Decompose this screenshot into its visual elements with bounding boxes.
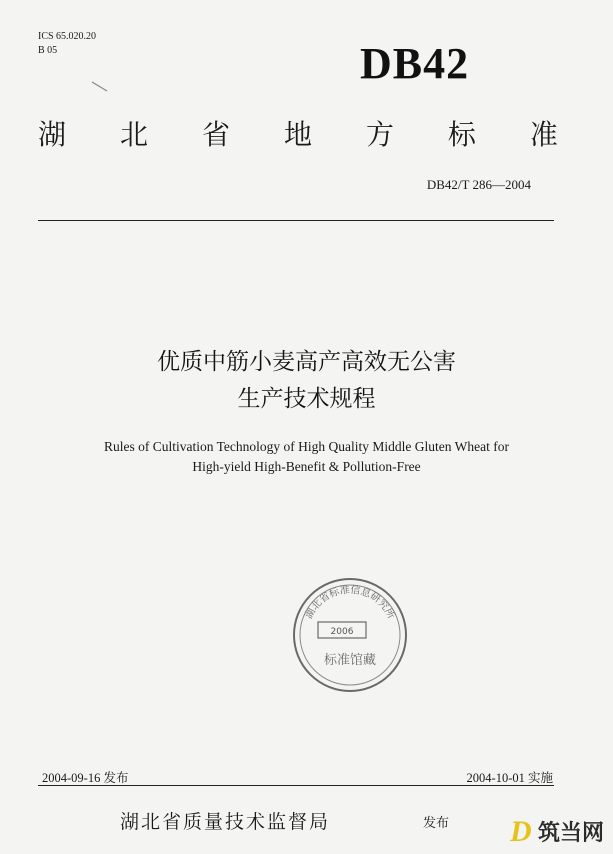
stamp-inner-text: 2006 [330,627,354,637]
ics-code: ICS 65.020.20 [38,31,97,42]
title-en-line1: Rules of Cultivation Technology of High Quality Middle Gluten Wheat for [104,439,509,454]
issuing-authority: 湖北省质量技术监督局 [120,811,331,833]
local-standard-char: 地 [283,118,312,151]
stamp-bottom-text: 标准馆藏 [323,653,377,668]
standard-number: DB42/T 286—2004 [426,177,531,192]
local-standard-char: 湖 [38,118,67,151]
title-cn-line1: 优质中筋小麦高产高效无公害 [157,349,456,375]
local-standard-char: 方 [365,118,394,151]
issuing-verb: 发布 [423,816,450,831]
class-code: B 05 [38,45,58,56]
local-standard-char: 准 [529,118,558,151]
title-en-line2: High-yield High-Benefit & Pollution-Free [192,459,421,474]
implement-date: 2004-10-01 实施 [466,771,553,785]
title-cn-line2: 生产技术规程 [237,386,376,412]
bottom-divider [38,785,554,786]
local-standard-char: 北 [119,118,148,151]
svg-text:D: D [510,815,532,848]
db-code: DB42 [360,39,470,88]
local-standard-title [38,113,558,153]
library-stamp [290,575,410,695]
logo-text: 筑当网 [538,821,605,846]
zhulong-logo [508,808,613,854]
classification-block [38,30,96,58]
issue-date: 2004-09-16 发布 [42,771,129,785]
top-divider [38,220,554,221]
scan-mark-icon [90,80,110,94]
local-standard-char: 标 [447,118,476,151]
local-standard-char: 省 [201,118,230,151]
stamp-ring-text: 湖北省标准信息研究所 [303,584,397,621]
